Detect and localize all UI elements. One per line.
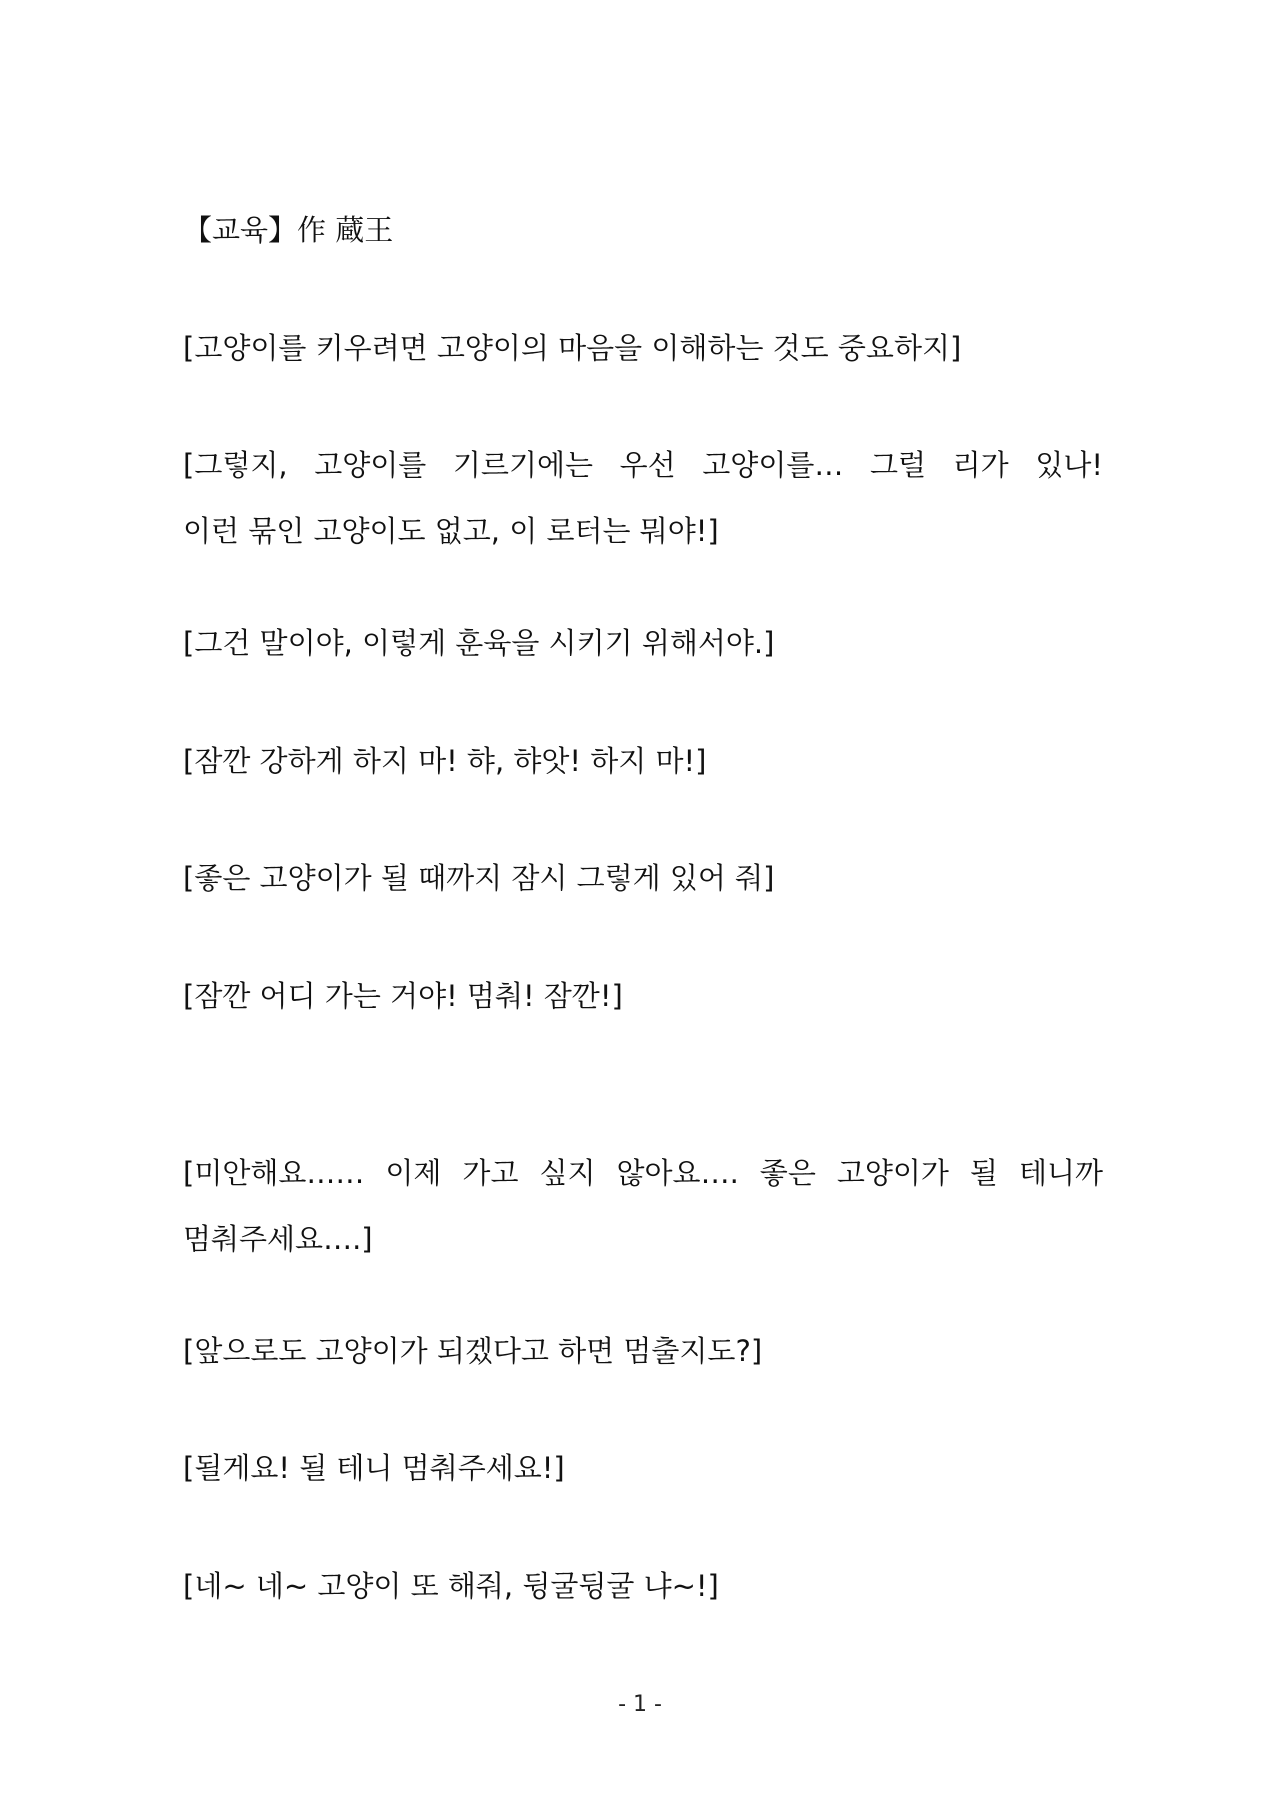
dialogue-paragraph-9: [183, 1435, 1103, 1501]
dialogue-line: 이런 묶인 고양이도 없고, 이 로터는 뭐야!]: [183, 514, 719, 548]
dialogue-line: [잠깐 어디 가는 거야! 멈춰! 잠깐!]: [183, 979, 623, 1013]
document-title: 【교육】作 蔵王: [183, 213, 394, 247]
dialogue-line: [좋은 고양이가 될 때까지 잠시 그렇게 있어 줘]: [183, 861, 775, 895]
dialogue-line: [고양이를 키우려면 고양이의 마음을 이해하는 것도 중요하지]: [183, 331, 962, 365]
dialogue-paragraph-4: [183, 728, 1103, 794]
dialogue-paragraph-6: [183, 963, 1103, 1029]
dialogue-paragraph-5: [183, 845, 1103, 911]
dialogue-line: [될게요! 될 테니 멈춰주세요!]: [183, 1451, 565, 1485]
dialogue-line: [앞으로도 고양이가 되겠다고 하면 멈출지도?]: [183, 1334, 763, 1368]
dialogue-paragraph-10: [183, 1553, 1103, 1619]
page-number: - 1 -: [618, 1692, 662, 1717]
dialogue-paragraph-3: [183, 610, 1103, 676]
dialogue-line: 멈춰주세요….]: [183, 1222, 373, 1256]
dialogue-paragraph-8: [183, 1318, 1103, 1384]
dialogue-line: [그건 말이야, 이렇게 훈육을 시키기 위해서야.]: [183, 626, 775, 660]
dialogue-line: [미안해요…… 이제 가고 싶지 않아요…. 좋은 고양이가 될 테니까: [183, 1156, 1103, 1190]
dialogue-line: [네~ 네~ 고양이 또 해줘, 뒹굴뒹굴 냐~!]: [183, 1569, 719, 1603]
dialogue-line: [그렇지, 고양이를 기르기에는 우선 고양이를… 그럴 리가 있나!: [183, 448, 1103, 482]
dialogue-paragraph-2: [183, 432, 1103, 564]
dialogue-paragraph-1: [183, 315, 1103, 381]
dialogue-paragraph-7: [183, 1140, 1103, 1272]
dialogue-line: [잠깐 강하게 하지 마! 햐, 햐앗! 하지 마!]: [183, 744, 707, 778]
